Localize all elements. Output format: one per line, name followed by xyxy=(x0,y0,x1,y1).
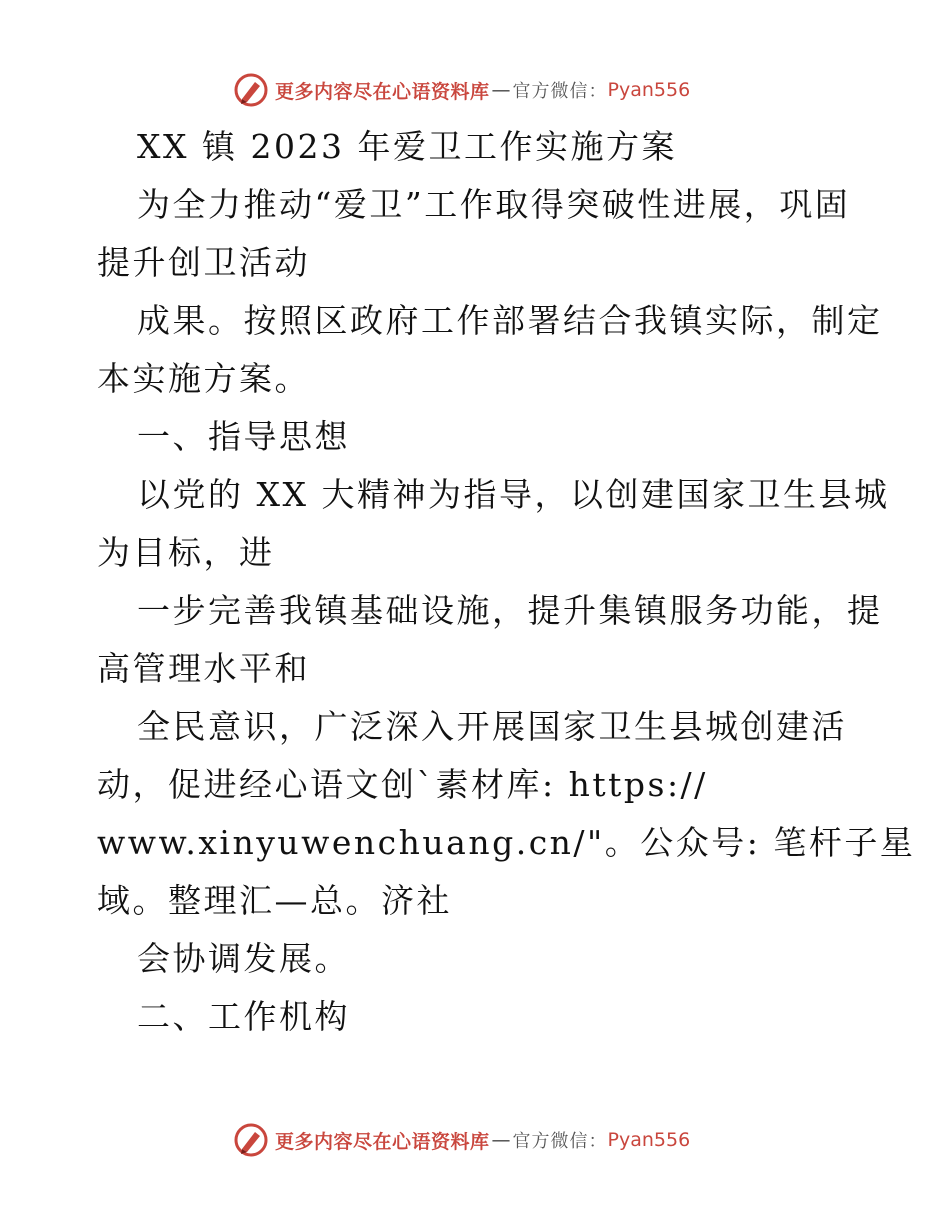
paragraph-line: 为目标，进 xyxy=(97,533,275,572)
header-watermark-banner xyxy=(233,70,733,110)
banner-dash: — xyxy=(491,79,511,101)
paragraph-line: 会协调发展。 xyxy=(137,939,350,978)
document-title: XX 镇 2023 年爱卫工作实施方案 xyxy=(137,127,677,166)
section-heading-guiding-thought: 一、指导思想 xyxy=(137,417,350,456)
paragraph-line: 动，促进经心语文创`素材库: https:// xyxy=(97,765,708,804)
paragraph-line: 提升创卫活动 xyxy=(97,243,310,282)
banner-sub-text: 官方微信： xyxy=(512,1131,608,1152)
banner-main-text: 更多内容尽在心语资料库 xyxy=(275,1130,490,1153)
pen-logo-icon xyxy=(233,1122,269,1158)
footer-watermark-banner xyxy=(233,1120,733,1160)
paragraph-line: 高管理水平和 xyxy=(97,649,310,688)
paragraph-line: 本实施方案。 xyxy=(97,359,310,398)
paragraph-line: 为全力推动“爱卫”工作取得突破性进展，巩固 xyxy=(137,185,851,224)
paragraph-line: 域。整理汇—总。济社 xyxy=(97,881,452,920)
paragraph-line: 以党的 XX 大精神为指导，以创建国家卫生县城 xyxy=(137,475,890,514)
pen-logo-icon xyxy=(233,72,269,108)
document-body xyxy=(97,118,916,1046)
banner-dash: — xyxy=(491,1129,511,1151)
banner-wechat-id: Pyan556 xyxy=(607,1129,691,1151)
paragraph-line: 全民意识，广泛深入开展国家卫生县城创建活 xyxy=(137,707,847,746)
section-heading-work-organization: 二、工作机构 xyxy=(137,997,350,1036)
banner-sub-text: 官方微信： xyxy=(512,81,608,102)
paragraph-line: 一步完善我镇基础设施，提升集镇服务功能，提 xyxy=(137,591,883,630)
paragraph-line: 成果。按照区政府工作部署结合我镇实际，制定 xyxy=(137,301,883,340)
banner-wechat-id: Pyan556 xyxy=(607,79,691,101)
banner-main-text: 更多内容尽在心语资料库 xyxy=(275,80,490,103)
paragraph-line: www.xinyuwenchuang.cn/"。公众号: 笔杆子星 xyxy=(97,823,916,862)
